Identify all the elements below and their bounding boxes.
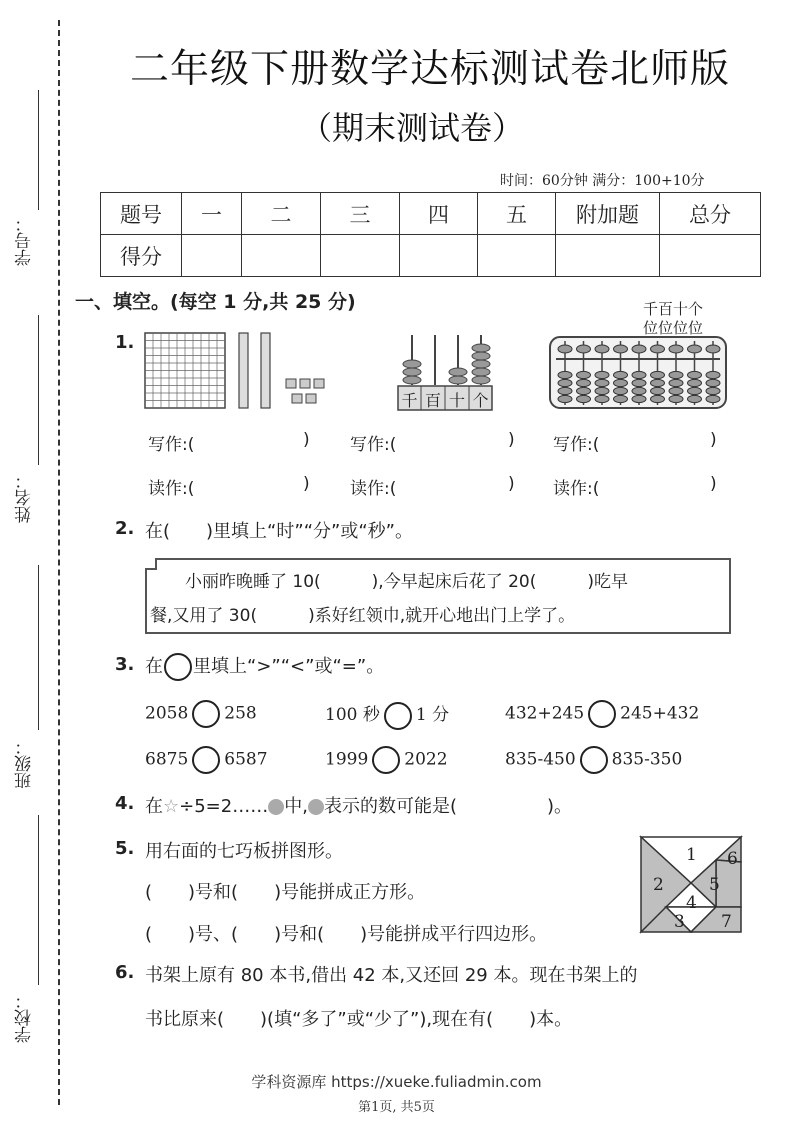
ten-rod-1	[239, 333, 248, 408]
q3-number: 3.	[115, 654, 135, 675]
score-header-cell: 附加题	[556, 193, 660, 235]
write-label: 写作:(	[148, 435, 195, 455]
q3-prompt	[145, 652, 384, 681]
q3-left: 432+245	[505, 703, 585, 724]
time-info: 时间：60分钟 满分：100+10分	[500, 173, 705, 189]
score-cell[interactable]	[182, 235, 242, 277]
answer-circle[interactable]	[588, 700, 616, 728]
q1a-read: 读作:(	[148, 479, 195, 499]
suanpan-figure	[548, 335, 728, 410]
q5-prompt: 用右面的七巧板拼图形。	[145, 841, 343, 862]
score-cell[interactable]	[556, 235, 660, 277]
q3-item	[145, 700, 257, 728]
score-cell[interactable]	[242, 235, 321, 277]
score-table-score-row	[101, 235, 761, 277]
class-label: 班级：	[15, 738, 35, 789]
q3-right: 245+432	[620, 703, 700, 724]
gray-dot-icon	[308, 799, 324, 815]
answer-circle[interactable]	[372, 746, 400, 774]
q1c-write-close: )	[710, 430, 717, 450]
score-cell[interactable]	[400, 235, 478, 277]
student-id-line	[38, 90, 39, 210]
tangram-label: 3	[674, 912, 685, 932]
score-header-cell: 总分	[660, 193, 761, 235]
name-line	[38, 315, 39, 465]
q1b-write-close: )	[508, 430, 515, 450]
score-cell[interactable]	[321, 235, 400, 277]
q6-number: 6.	[115, 962, 135, 983]
suanpan-label-top: 千百十个	[643, 300, 704, 318]
q3-item	[325, 700, 449, 730]
q3-prompt-a: 在	[145, 656, 163, 677]
suanpan-label-bottom: 位位位位	[643, 319, 704, 337]
section-1-title: 一、填空。(每空 1 分,共 25 分)	[75, 291, 356, 313]
q3-left: 1999	[325, 749, 369, 770]
school-label: 学校：	[15, 992, 35, 1043]
abacus-label: 千	[401, 391, 418, 410]
answer-circle[interactable]	[192, 746, 220, 774]
page-subtitle: （期末测试卷）	[300, 109, 525, 147]
q4-part-b: ÷5=2……	[179, 796, 269, 817]
q2-box-corner	[145, 558, 157, 570]
q1b-read-close: )	[508, 474, 515, 494]
score-row-label: 得分	[101, 235, 182, 277]
q4-part-d: 表示的数可能是( )。	[323, 796, 572, 817]
score-table	[100, 192, 761, 277]
q6-line2: 书比原来( )(填“多了”或“少了”),现在有( )本。	[145, 1009, 573, 1030]
answer-circle[interactable]	[384, 702, 412, 730]
tangram-label: 6	[727, 849, 738, 869]
score-header-cell: 四	[400, 193, 478, 235]
q4-part-c: 中,	[284, 796, 308, 817]
score-cell[interactable]	[660, 235, 761, 277]
q3-left: 835-450	[505, 749, 576, 770]
hundred-block	[145, 333, 225, 408]
abacus-place-labels	[398, 388, 492, 411]
ten-rod-2	[261, 333, 270, 408]
tangram-label: 4	[686, 893, 697, 913]
score-header-cell: 二	[242, 193, 321, 235]
base-ten-blocks-figure	[143, 330, 338, 410]
q4-text	[145, 792, 572, 818]
q2-story-line2: 餐,又用了 30( )系好红领巾,就开心地出门上学了。	[150, 606, 576, 626]
name-label: 姓名：	[15, 472, 35, 523]
q6-line1: 书架上原有 80 本书,借出 42 本,又还回 29 本。现在书架上的	[145, 965, 638, 986]
abacus-label: 百	[424, 391, 441, 410]
q2-prompt: 在( )里填上“时”“分”或“秒”。	[145, 521, 413, 542]
q4-number: 4.	[115, 793, 135, 814]
q3-item	[325, 746, 448, 774]
q4-part-a: 在	[145, 796, 163, 817]
q3-item	[505, 746, 682, 774]
answer-circle[interactable]	[192, 700, 220, 728]
q3-left: 6875	[145, 749, 189, 770]
unit-cubes	[286, 379, 324, 403]
q1a-read-close: )	[303, 474, 310, 494]
q1c-read: 读作:(	[553, 479, 600, 499]
abacus-label: 个	[472, 391, 489, 410]
page-title: 二年级下册数学达标测试卷北师版	[129, 47, 730, 92]
q2-number: 2.	[115, 518, 135, 539]
q5-line2: ( )号、( )号和( )号能拼成平行四边形。	[145, 924, 548, 945]
star-icon: ☆	[163, 796, 180, 817]
answer-circle[interactable]	[580, 746, 608, 774]
tangram-figure	[639, 835, 744, 935]
abacus-label: 十	[448, 391, 465, 410]
score-header-cell: 五	[478, 193, 556, 235]
footer-source: 学科资源库 https://xueke.fuliadmin.com	[251, 1073, 542, 1091]
q1c-read-close: )	[710, 474, 717, 494]
q5-number: 5.	[115, 838, 135, 859]
tangram-label: 1	[686, 845, 697, 865]
q3-right: 258	[224, 703, 257, 724]
q1c-write: 写作:(	[553, 435, 600, 455]
q3-item	[145, 746, 268, 774]
q1a-write-close: )	[303, 430, 310, 450]
q3-left: 100 秒	[325, 705, 380, 725]
gray-dot-icon	[268, 799, 284, 815]
score-table-header-row	[101, 193, 761, 235]
q3-left: 2058	[145, 703, 189, 724]
footer-page-number: 第1页, 共5页	[358, 1100, 435, 1115]
tangram-label: 2	[653, 875, 664, 895]
school-line	[38, 815, 39, 985]
q2-story-line1: 小丽昨晚睡了 10( ),今早起床后花了 20( )吃早	[185, 572, 629, 592]
compare-circle-icon	[164, 653, 192, 681]
tangram-label: 7	[721, 912, 732, 932]
q3-right: 6587	[224, 749, 268, 770]
score-cell[interactable]	[478, 235, 556, 277]
class-line	[38, 565, 39, 730]
q1-number: 1.	[115, 332, 135, 353]
q1b-write: 写作:(	[350, 435, 397, 455]
q3-prompt-b: 里填上“>”“<”或“=”。	[193, 656, 385, 677]
score-header-cell: 一	[182, 193, 242, 235]
q1a-write	[148, 430, 194, 455]
q3-right: 1 分	[415, 705, 450, 725]
q5-line1: ( )号和( )号能拼成正方形。	[145, 882, 426, 903]
q3-right: 835-350	[611, 749, 683, 770]
score-header-cell: 题号	[101, 193, 182, 235]
student-id-label: 学号：	[15, 215, 35, 266]
q3-right: 2022	[404, 749, 448, 770]
q1b-read: 读作:(	[350, 479, 397, 499]
tangram-label: 5	[709, 875, 720, 895]
binding-dashed-line	[58, 20, 60, 1105]
score-header-cell: 三	[321, 193, 400, 235]
q3-item	[505, 700, 699, 728]
